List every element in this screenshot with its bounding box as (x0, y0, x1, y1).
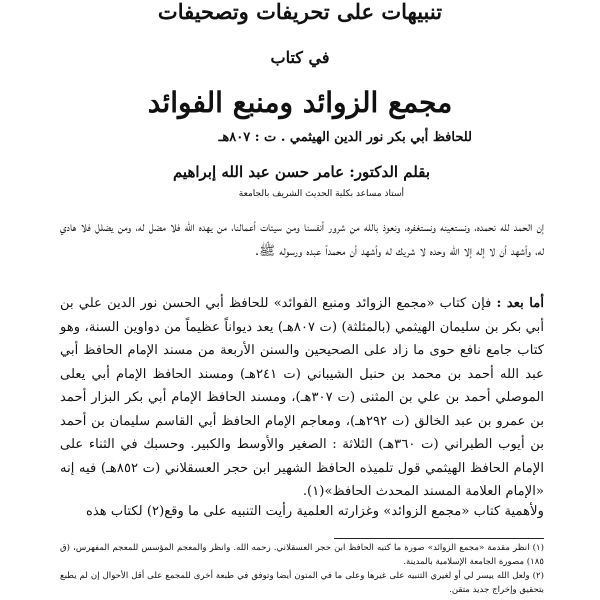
footnotes (60, 541, 544, 597)
book-author: للحافظ أبي بكر نور الدين الهيثمي . ت : ٨٠٧هـ (218, 130, 472, 145)
article-byline: بقلم الدكتور: عامر حسن عبد الله إبراهيم (172, 163, 430, 181)
article-title: تنبيهات على تحريفات وتصحيفات (157, 0, 443, 24)
footnote-1: (١) انظر مقدمة «مجمع الزوائد» صورة ما كتبه الحافظ ابن حجر العسقلاني. رحمه الله. وانظر والمعجم المؤسس للمعجم المفهرس، (ق ١٨٥) مصورة الجامعة الإسلامية بالمدينة. (60, 543, 544, 567)
paragraph-body: فإن كتاب «مجمع الزوائد ومنبع الفوائد» للحافظ أبي الحسن نور الدين علي بن أبي بكر بن سليمان الهيثمي (بالمثلثة) (ت ٨٠٧هـ) يعد ديواناً عظيماً من دواوين السنة، وهو كتاب جامع نافع حوى ما زاد على الصحيحين والسنن الأربعة من مسند الإمام الحافظ أبي عبد الله أحمد بن محمد بن حنبل الشيباني (ت ٢٤١هـ) ومسند الحافظ الإمام أبي يعلى الموصلي أحمد بن علي بن المثنى (ت ٣٠٧هـ)، ومسند الحافظ الإمام أبي بكر البزار أحمد بن عمرو بن عبد الخالق (ت ٢٩٢هـ)، ومعاجم الإمام الحافظ أبي القاسم سليمان بن أحمد بن أيوب الطبراني (ت ٣٦٠هـ) الثلاثة : الصغير والأوسط والكبير. وحسبك في الثناء على الإمام الحافظ الهيثمي قول تلميذه الحافظ الشهير ابن حجر العسقلاني (ت ٨٥٢هـ) فيه إنه «الإمام العلامة المسند المحدث الحافظ»(١). (60, 296, 545, 499)
main-paragraph (60, 292, 544, 504)
title-connector: في كتاب (270, 48, 330, 67)
footnote-divider (334, 538, 544, 539)
closing-line: ولأهمية كتاب «مجمع الزوائد» وغزارته العلمية رأيت التنبيه على ما وقع(٢) لكتاب هذه (85, 504, 544, 519)
paragraph-lead: أما بعد : (496, 296, 544, 311)
author-position: أستاذ مساعد بكلية الحديث الشريف بالجامعة (238, 189, 404, 199)
intro-text: إن الحمد لله نحمده، ونستعينه ونستغفره، ونعوذ بالله من شرور أنفسنا ومن سيئات أعمالنا، من يهده الله فلا مضل له، ومن يضلل فلا هادي له، وأشهد أن لا إله إلا الله وحده لا شريك له وأشهد أن محمداً عبده ورسوله ﷺ. (60, 220, 544, 259)
footnote-2: (٢) ولعل الله ييسر لي أو لغيري التنبيه على غيرها وعلى ما في المتون أيضا وتوفق في طبعة أخرى للمجمع على أقل الأحوال إن لم يطبع بتحقيق وإخراج جديد متقن. (60, 571, 544, 595)
main-text (60, 292, 544, 504)
intro-paragraph (60, 216, 544, 263)
book-title: مجمع الزوائد ومنبع الفوائد (147, 86, 453, 119)
